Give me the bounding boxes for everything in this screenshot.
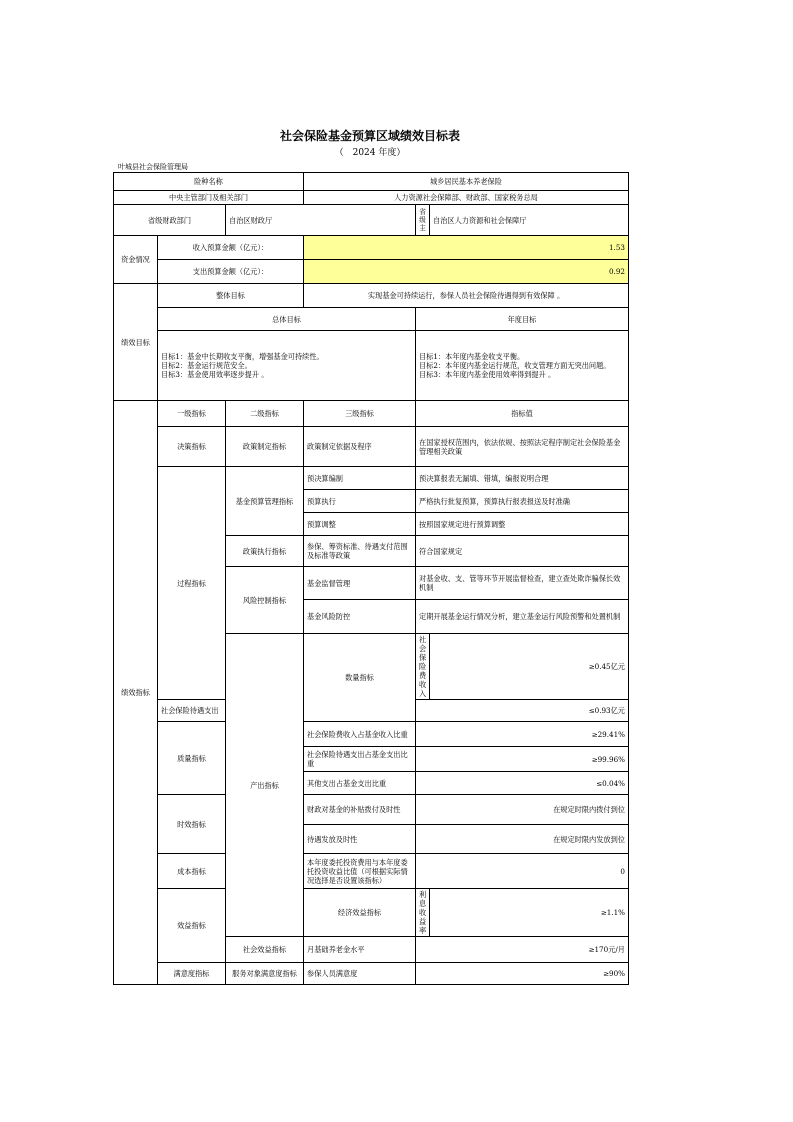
time-l3-1: 财政对基金的补贴拨付及时性 <box>304 795 416 825</box>
dept-label: 中央主管部门及相关部门 <box>114 191 304 205</box>
total-goal-2: 目标2：基金运行规范安全。 <box>161 361 252 370</box>
qty-value-2: ≤0.93亿元 <box>416 700 629 722</box>
type-label: 险种名称 <box>114 173 304 191</box>
risk-l2: 风险控制指标 <box>226 567 304 634</box>
risk-l3-2: 基金风险防控 <box>304 600 416 634</box>
row-goal-headers <box>114 308 629 331</box>
performance-table <box>113 172 629 985</box>
dept-value: 人力资源社会保障部、财政部、国家税务总局 <box>304 191 629 205</box>
page-title: 社会保险基金预算区域绩效目标表 <box>279 129 460 143</box>
indicators-label: 绩效指标 <box>114 401 158 985</box>
econ-value: ≥1.1% <box>430 889 629 937</box>
header-l1: 一级指标 <box>158 401 226 427</box>
time-value-1: 在规定时限内拨付到位 <box>416 795 629 825</box>
social-value: ≥170元/月 <box>416 937 629 963</box>
time-value-2: 在规定时限内发放到位 <box>416 825 629 854</box>
benefit-l1: 效益指标 <box>158 889 226 963</box>
annual-goal-2: 目标2：本年度内基金运行规范，收支管理方面无突出问题。 <box>419 361 611 370</box>
risk-l3-1: 基金监督管理 <box>304 567 416 600</box>
header-l2: 二级指标 <box>226 401 304 427</box>
row-indicator-headers <box>114 401 629 427</box>
qty-l3-1: 社会保险费收入 <box>416 634 430 700</box>
prov-value: 自治区人力资源和社会保障厅 <box>430 205 629 236</box>
qty-l3-2: 社会保险待遇支出 <box>158 700 226 722</box>
row-output-cost <box>114 854 629 889</box>
row-goal-items <box>114 331 629 401</box>
process-l1: 过程指标 <box>158 467 226 700</box>
cost-l3: 本年度委托投资费用与本年度委托投资收益比值（可根据实际情况选择是否设置该指标） <box>304 854 416 889</box>
risk-value-2: 定期开展基金运行情况分析，建立基金运行风险预警和处置机制 <box>416 600 629 634</box>
budget-l3-3: 预算调整 <box>304 513 416 536</box>
quality-l3-2: 社会保险待遇支出占基金支出比重 <box>304 747 416 772</box>
funds-label: 资金情况 <box>114 236 158 284</box>
satisfaction-l1: 满意度指标 <box>158 963 226 985</box>
qty-value-1: ≥0.45亿元 <box>430 634 629 700</box>
satisfaction-value: ≥90% <box>416 963 629 985</box>
decision-l2: 政策制定指标 <box>226 427 304 467</box>
time-l3-2: 待遇发放及时性 <box>304 825 416 854</box>
budget-value-3: 按照国家规定进行预算调整 <box>416 513 629 536</box>
expense-value: 0.92 <box>304 260 629 284</box>
row-overall <box>114 284 629 308</box>
row-output-time-1 <box>114 795 629 825</box>
row-satisfaction <box>114 963 629 985</box>
row-expense <box>114 260 629 284</box>
row-finance <box>114 205 629 236</box>
econ-l2: 经济效益指标 <box>304 889 416 937</box>
decision-l3: 政策制定依据及程序 <box>304 427 416 467</box>
row-decision <box>114 427 629 467</box>
overall-value: 实现基金可持续运行，参保人员社会保险待遇得到有效保障 。 <box>304 284 629 308</box>
quality-l2: 质量指标 <box>158 722 226 795</box>
policy-l3: 参保、筹资标准、待遇支付范围及标准等政策 <box>304 536 416 567</box>
expense-label: 支出预算金额（亿元）： <box>158 260 304 284</box>
social-l2: 社会效益指标 <box>226 937 304 963</box>
satisfaction-l2: 服务对象满意度指标 <box>226 963 304 985</box>
qty-l2: 数量指标 <box>304 634 416 722</box>
year-line: （ 2024 年度） <box>334 148 406 158</box>
total-goal-label: 总体目标 <box>158 308 416 331</box>
cost-value: 0 <box>416 854 629 889</box>
quality-l3-1: 社会保险费收入占基金收入比重 <box>304 722 416 747</box>
type-value: 城乡居民基本养老保险 <box>304 173 629 191</box>
cost-l2: 成本指标 <box>158 854 226 889</box>
row-output-quality-1 <box>114 722 629 747</box>
decision-l1: 决策指标 <box>158 427 226 467</box>
quality-value-1: ≥29.41% <box>416 722 629 747</box>
budget-value-2: 严格执行批复预算，预算执行报表报送及时准确 <box>416 490 629 513</box>
policy-value: 符合国家规定 <box>416 536 629 567</box>
social-l3: 月基础养老金水平 <box>304 937 416 963</box>
annual-goal-1: 目标1：本年度内基金收支平衡。 <box>419 352 525 361</box>
policy-l2: 政策执行指标 <box>226 536 304 567</box>
row-type <box>114 173 629 191</box>
income-label: 收入预算金额（亿元）： <box>158 236 304 260</box>
overall-label: 整体目标 <box>158 284 304 308</box>
total-goal-3: 目标3：基金使用效率逐步提升 。 <box>161 370 269 379</box>
time-l2: 时效指标 <box>158 795 226 854</box>
econ-l3: 利息收益率 <box>416 889 430 937</box>
quality-value-2: ≥99.96% <box>416 747 629 772</box>
output-l1: 产出指标 <box>226 634 304 937</box>
annual-goal-3: 目标3：本年度内基金使用效率得到提升 。 <box>419 370 556 379</box>
header-l3: 三级指标 <box>304 401 416 427</box>
row-process-1 <box>114 467 629 490</box>
quality-l3-3: 其他支出占基金支出比重 <box>304 772 416 795</box>
risk-value-1: 对基金收、支、管等环节开展监督检查，建立查处欺诈骗保长效机制 <box>416 567 629 600</box>
total-goal-1: 目标1：基金中长期收支平衡，增强基金可持续性。 <box>161 352 324 361</box>
prov-label: 省级主 <box>416 205 430 236</box>
satisfaction-l3: 参保人员满意度 <box>304 963 416 985</box>
row-benefit-econ <box>114 889 629 937</box>
fin-value: 自治区财政厅 <box>226 205 416 236</box>
total-goal-items <box>158 331 416 401</box>
header-value: 指标值 <box>416 401 629 427</box>
row-income <box>114 236 629 260</box>
budget-l3-1: 预决算编制 <box>304 467 416 490</box>
goals-label: 绩效目标 <box>114 284 158 401</box>
income-value: 1.53 <box>304 236 629 260</box>
budget-l2: 基金预算管理指标 <box>226 467 304 536</box>
decision-value: 在国家授权范围内，依法依规、按照法定程序制定社会保险基金管理相关政策 <box>416 427 629 467</box>
annual-goal-label: 年度目标 <box>416 308 629 331</box>
budget-l3-2: 预算执行 <box>304 490 416 513</box>
budget-value-1: 预决算报表无漏填、错填，编报说明合理 <box>416 467 629 490</box>
fin-label: 省级财政部门 <box>114 205 226 236</box>
row-dept <box>114 191 629 205</box>
annual-goal-items <box>416 331 629 401</box>
quality-value-3: ≤0.04% <box>416 772 629 795</box>
org-name: 叶城县社会保险管理局 <box>118 163 188 171</box>
